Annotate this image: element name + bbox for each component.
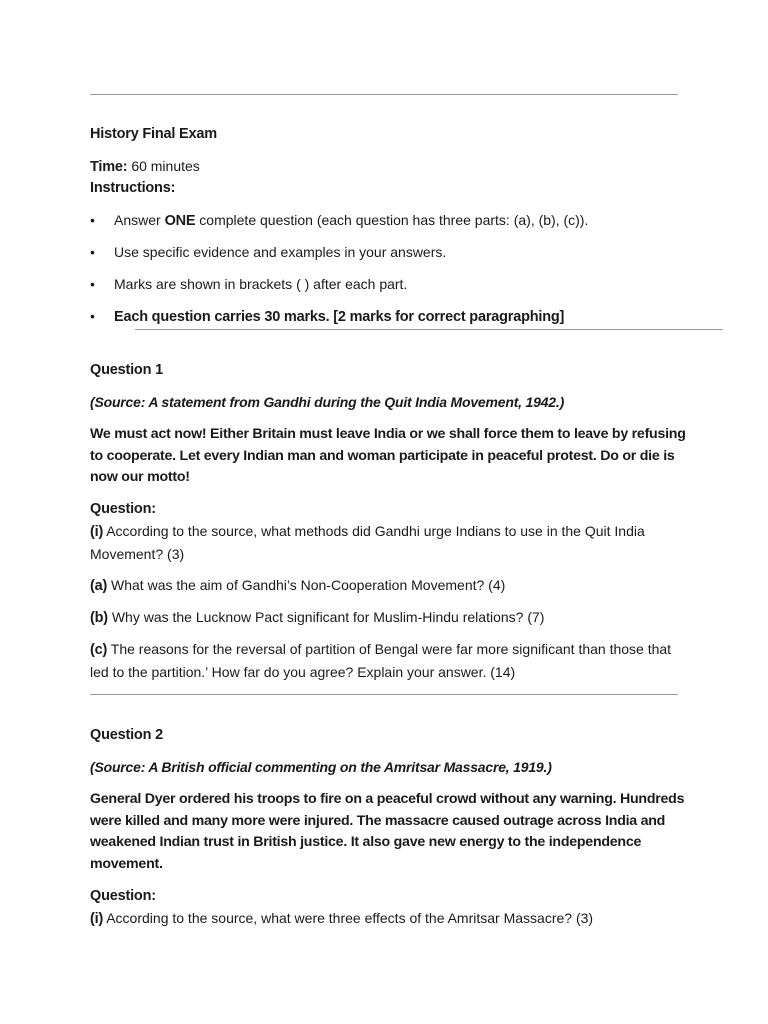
- part-label: (c): [90, 642, 108, 658]
- question-2-source: (Source: A British official commenting on the Amritsar Massacre, 1919.): [90, 759, 552, 775]
- instruction-emphasis: ONE: [164, 213, 196, 229]
- top-divider: [90, 94, 678, 95]
- part-label: (b): [90, 610, 108, 626]
- instruction-item: [114, 209, 588, 232]
- part-text: The reasons for the reversal of partition of Bengal were far more significant than those that: [110, 641, 672, 657]
- quote-line: now our motto!: [90, 469, 190, 485]
- quote-line: We must act now! Either Britain must leave India or we shall force them to leave by refusing: [90, 426, 686, 442]
- exam-title: History Final Exam: [90, 126, 217, 142]
- instruction-item: [114, 273, 407, 295]
- question-1-part-b: [90, 606, 544, 629]
- question-1-part-i: [90, 520, 645, 565]
- question-2-label: Question:: [90, 888, 156, 904]
- quote-line: General Dyer ordered his troops to fire on a peaceful crowd without any warning. Hundreds: [90, 791, 685, 807]
- instruction-text: complete question (each question has three parts: (a), (b), (c)).: [195, 212, 589, 228]
- part-text: According to the source, what were three effects of the Amritsar Massacre? (3): [106, 910, 594, 926]
- question-2-quote: [90, 789, 685, 875]
- instruction-item: [114, 305, 564, 328]
- question-1-heading: Question 1: [90, 362, 163, 378]
- question-1-part-a: [90, 574, 505, 597]
- quote-line: weakened Indian trust in British justice. It also gave new energy to the independence: [90, 834, 642, 850]
- part-text: Movement? (3): [90, 546, 185, 562]
- time-line: [90, 155, 200, 178]
- question-1-part-c: [90, 638, 671, 683]
- part-label: (a): [90, 578, 108, 594]
- question-2-part-i: [90, 907, 593, 930]
- instruction-text: Marks are shown in brackets ( ) after each part.: [114, 276, 408, 292]
- part-text: What was the aim of Gandhi’s Non-Cooperation Movement? (4): [111, 577, 506, 593]
- part-label: (i): [90, 524, 104, 540]
- instruction-emphasis: Each question carries 30 marks. [2 marks for correct paragraphing]: [114, 309, 565, 325]
- quote-line: movement.: [90, 855, 163, 872]
- instruction-text: Use specific evidence and examples in your answers.: [114, 244, 447, 260]
- instructions-label: Instructions:: [90, 180, 176, 196]
- quote-line: were killed and many more were injured. The massacre caused outrage across India and: [90, 812, 666, 829]
- time-value: 60 minutes: [131, 158, 200, 174]
- question-1-label: Question:: [90, 501, 156, 517]
- question-1-quote: [90, 424, 686, 489]
- part-text: led to the partition.’ How far do you agree? Explain your answer. (14): [90, 664, 516, 680]
- question-1-source: (Source: A statement from Gandhi during the Quit India Movement, 1942.): [90, 394, 565, 410]
- part-text: According to the source, what methods did Gandhi urge Indians to use in the Quit India: [106, 523, 645, 539]
- instruction-item: [114, 241, 446, 263]
- instructions-divider: [135, 329, 723, 330]
- time-label: Time:: [90, 159, 128, 175]
- part-label: (i): [90, 911, 104, 927]
- quote-line: to cooperate. Let every Indian man and woman participate in peaceful protest. Do or die is: [90, 447, 675, 464]
- instruction-text: Answer: [114, 212, 165, 228]
- question-2-heading: Question 2: [90, 727, 163, 743]
- question-divider: [90, 694, 678, 695]
- part-text: Why was the Lucknow Pact significant for Muslim-Hindu relations? (7): [111, 609, 545, 625]
